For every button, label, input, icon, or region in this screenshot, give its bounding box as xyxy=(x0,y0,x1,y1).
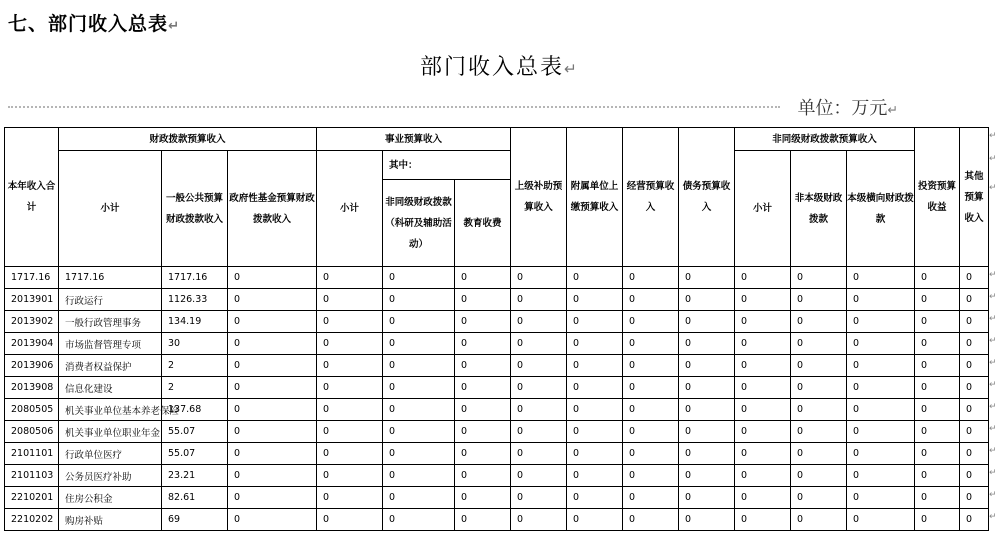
cell-value: 0 xyxy=(960,377,989,399)
paragraph-mark: ↵ xyxy=(989,335,997,346)
cell-value: 0 xyxy=(915,509,960,531)
section-heading: 七、部门收入总表↵ xyxy=(8,13,181,35)
cell-value: 0 xyxy=(915,333,960,355)
cell-value: 0 xyxy=(623,421,679,443)
cell-value: 0 xyxy=(383,311,455,333)
header-non-same-subtotal: 小计 xyxy=(735,151,791,267)
cell-value: 0 xyxy=(317,311,383,333)
cell-value: 0 xyxy=(679,377,735,399)
table-row xyxy=(5,289,989,311)
cell-value: 0 xyxy=(511,465,567,487)
cell-value: 0 xyxy=(567,355,623,377)
paragraph-mark: ↵ xyxy=(989,379,997,390)
cell-value: 0 xyxy=(567,267,623,289)
cell-value: 0 xyxy=(511,355,567,377)
cell-value: 0 xyxy=(791,465,847,487)
cell-value: 0 xyxy=(735,355,791,377)
header-operation: 经营预算收入 xyxy=(623,128,679,267)
cell-general-public: 55.07 xyxy=(162,421,228,443)
cell-value: 0 xyxy=(228,267,317,289)
table-row xyxy=(5,399,989,421)
cell-value: 0 xyxy=(791,399,847,421)
cell-value: 0 xyxy=(960,443,989,465)
cell-general-public: 134.19 xyxy=(162,311,228,333)
cell-value: 0 xyxy=(317,421,383,443)
cell-value: 0 xyxy=(735,421,791,443)
header-upper-subsidy: 上级补助预算收入 xyxy=(511,128,567,267)
cell-value: 0 xyxy=(791,509,847,531)
paragraph-mark: ↵ xyxy=(989,153,997,164)
cell-value: 0 xyxy=(455,399,511,421)
cell-value: 0 xyxy=(511,289,567,311)
cell-value: 0 xyxy=(960,465,989,487)
cell-value: 0 xyxy=(511,509,567,531)
header-subsidiary: 附属单位上缴预算收入 xyxy=(567,128,623,267)
cell-value: 0 xyxy=(623,377,679,399)
header-business-group: 事业预算收入 xyxy=(317,128,511,151)
cell-value: 0 xyxy=(455,267,511,289)
cell-value: 0 xyxy=(383,267,455,289)
header-business-subtotal: 小计 xyxy=(317,151,383,267)
cell-value: 0 xyxy=(511,443,567,465)
table-row xyxy=(5,487,989,509)
cell-value: 0 xyxy=(791,377,847,399)
cell-code: 2210202 xyxy=(5,509,59,531)
cell-general-public: 23.21 xyxy=(162,465,228,487)
cell-value: 0 xyxy=(847,289,915,311)
cell-name: 一般行政管理事务 xyxy=(59,311,162,333)
income-summary-table xyxy=(4,127,989,531)
cell-name: 机关事业单位职业年金 xyxy=(59,421,162,443)
cell-general-public: 69 xyxy=(162,509,228,531)
header-education-fee: 教育收费 xyxy=(455,180,511,267)
cell-value: 0 xyxy=(623,509,679,531)
cell-value: 0 xyxy=(960,355,989,377)
cell-value: 0 xyxy=(791,289,847,311)
cell-value: 0 xyxy=(317,377,383,399)
cell-value: 0 xyxy=(915,311,960,333)
cell-value: 0 xyxy=(847,443,915,465)
cell-value: 0 xyxy=(679,443,735,465)
cell-value: 0 xyxy=(567,421,623,443)
cell-value: 0 xyxy=(915,465,960,487)
cell-value: 0 xyxy=(383,509,455,531)
paragraph-mark: ↵ xyxy=(989,182,997,193)
cell-value: 0 xyxy=(915,377,960,399)
cell-general-public: 2 xyxy=(162,355,228,377)
cell-value: 0 xyxy=(317,289,383,311)
cell-value: 0 xyxy=(623,465,679,487)
cell-value: 0 xyxy=(455,355,511,377)
paragraph-mark: ↵ xyxy=(989,423,997,434)
table-row xyxy=(5,421,989,443)
cell-value: 0 xyxy=(567,377,623,399)
header-of-which: 其中： xyxy=(383,151,511,180)
cell-value: 0 xyxy=(915,443,960,465)
cell-value: 0 xyxy=(228,443,317,465)
header-fiscal-group: 财政拨款预算收入 xyxy=(59,128,317,151)
cell-value: 0 xyxy=(455,311,511,333)
header-investment: 投资预算收益 xyxy=(915,128,960,267)
cell-name: 住房公积金 xyxy=(59,487,162,509)
cell-value: 0 xyxy=(679,421,735,443)
header-general-public: 一般公共预算财政拨款收入 xyxy=(162,151,228,267)
cell-value: 0 xyxy=(567,399,623,421)
cell-value: 0 xyxy=(679,267,735,289)
unit-label: 单位：万元↵ xyxy=(797,98,898,119)
cell-value: 0 xyxy=(847,487,915,509)
cell-value: 0 xyxy=(317,465,383,487)
paragraph-mark: ↵ xyxy=(989,130,997,141)
cell-value: 0 xyxy=(735,267,791,289)
header-gov-fund: 政府性基金预算财政拨款收入 xyxy=(228,151,317,267)
table-row xyxy=(5,333,989,355)
header-same-horizontal: 本级横向财政拨款 xyxy=(847,151,915,267)
cell-code: 2013904 xyxy=(5,333,59,355)
cell-code: 1717.16 xyxy=(5,267,59,289)
cell-value: 0 xyxy=(228,311,317,333)
header-non-same-level: 非本级财政拨款 xyxy=(791,151,847,267)
cell-name: 行政单位医疗 xyxy=(59,443,162,465)
cell-value: 0 xyxy=(455,289,511,311)
header-other: 其他预算收入 xyxy=(960,128,989,267)
cell-value: 0 xyxy=(915,399,960,421)
cell-value: 0 xyxy=(455,333,511,355)
cell-value: 0 xyxy=(847,311,915,333)
cell-value: 0 xyxy=(623,443,679,465)
cell-value: 0 xyxy=(511,267,567,289)
cell-value: 0 xyxy=(679,487,735,509)
table-row xyxy=(5,311,989,333)
cell-value: 0 xyxy=(679,465,735,487)
cell-value: 0 xyxy=(847,267,915,289)
cell-value: 0 xyxy=(735,377,791,399)
cell-value: 0 xyxy=(383,421,455,443)
cell-general-public: 2 xyxy=(162,377,228,399)
paragraph-mark: ↵ xyxy=(989,489,997,500)
cell-value: 0 xyxy=(960,509,989,531)
cell-value: 0 xyxy=(847,421,915,443)
cell-value: 0 xyxy=(383,289,455,311)
cell-value: 0 xyxy=(791,311,847,333)
cell-general-public: 55.07 xyxy=(162,443,228,465)
cell-value: 0 xyxy=(383,355,455,377)
cell-value: 0 xyxy=(915,289,960,311)
cell-value: 0 xyxy=(735,509,791,531)
cell-code: 2101101 xyxy=(5,443,59,465)
cell-value: 0 xyxy=(623,487,679,509)
cell-value: 0 xyxy=(511,311,567,333)
cell-value: 0 xyxy=(567,443,623,465)
cell-value: 0 xyxy=(960,267,989,289)
cell-value: 0 xyxy=(511,377,567,399)
cell-value: 0 xyxy=(623,311,679,333)
paragraph-mark: ↵ xyxy=(989,291,997,302)
cell-value: 0 xyxy=(567,311,623,333)
cell-value: 0 xyxy=(960,487,989,509)
paragraph-mark: ↵ xyxy=(989,511,997,522)
table-row xyxy=(5,465,989,487)
cell-code: 2013902 xyxy=(5,311,59,333)
cell-value: 0 xyxy=(915,487,960,509)
cell-name: 信息化建设 xyxy=(59,377,162,399)
cell-general-public: 1717.16 xyxy=(162,267,228,289)
cell-code: 2101103 xyxy=(5,465,59,487)
table-row xyxy=(5,355,989,377)
cell-value: 0 xyxy=(623,333,679,355)
cell-value: 0 xyxy=(567,465,623,487)
cell-value: 0 xyxy=(791,443,847,465)
cell-value: 0 xyxy=(511,333,567,355)
cell-code: 2210201 xyxy=(5,487,59,509)
cell-value: 0 xyxy=(847,355,915,377)
cell-value: 0 xyxy=(455,443,511,465)
cell-value: 0 xyxy=(791,333,847,355)
cell-value: 0 xyxy=(915,267,960,289)
cell-value: 0 xyxy=(847,333,915,355)
cell-value: 0 xyxy=(735,289,791,311)
header-fiscal-subtotal: 小计 xyxy=(59,151,162,267)
cell-name: 消费者权益保护 xyxy=(59,355,162,377)
cell-value: 0 xyxy=(915,355,960,377)
cell-value: 0 xyxy=(228,289,317,311)
cell-name: 公务员医疗补助 xyxy=(59,465,162,487)
cell-value: 0 xyxy=(960,333,989,355)
cell-value: 0 xyxy=(383,399,455,421)
cell-value: 0 xyxy=(735,487,791,509)
cell-name: 行政运行 xyxy=(59,289,162,311)
cell-value: 0 xyxy=(567,487,623,509)
cell-code: 2080506 xyxy=(5,421,59,443)
paragraph-mark: ↵ xyxy=(989,445,997,456)
cell-value: 0 xyxy=(791,267,847,289)
cell-value: 0 xyxy=(960,289,989,311)
cell-value: 0 xyxy=(567,289,623,311)
table-row xyxy=(5,443,989,465)
cell-value: 0 xyxy=(679,509,735,531)
cell-value: 0 xyxy=(455,421,511,443)
cell-general-public: 1126.33 xyxy=(162,289,228,311)
cell-value: 0 xyxy=(847,377,915,399)
cell-general-public: 30 xyxy=(162,333,228,355)
paragraph-mark: ↵ xyxy=(989,467,997,478)
cell-general-public: 82.61 xyxy=(162,487,228,509)
cell-code: 2013906 xyxy=(5,355,59,377)
cell-value: 0 xyxy=(511,487,567,509)
cell-value: 0 xyxy=(679,355,735,377)
cell-value: 0 xyxy=(383,487,455,509)
cell-value: 0 xyxy=(623,355,679,377)
cell-value: 0 xyxy=(455,377,511,399)
cell-value: 0 xyxy=(228,487,317,509)
cell-value: 0 xyxy=(383,465,455,487)
cell-value: 0 xyxy=(317,399,383,421)
cell-value: 0 xyxy=(317,509,383,531)
cell-general-public: 137.68 xyxy=(162,399,228,421)
cell-value: 0 xyxy=(455,465,511,487)
header-non-fiscal-research: 非同级财政拨款（科研及辅助活动） xyxy=(383,180,455,267)
header-total: 本年收入合计 xyxy=(5,128,59,267)
cell-value: 0 xyxy=(960,311,989,333)
cell-name: 市场监督管理专项 xyxy=(59,333,162,355)
paragraph-mark: ↵ xyxy=(989,269,997,280)
cell-value: 0 xyxy=(735,443,791,465)
dotted-leader xyxy=(8,106,780,108)
cell-value: 0 xyxy=(567,333,623,355)
header-debt: 债务预算收入 xyxy=(679,128,735,267)
cell-value: 0 xyxy=(511,421,567,443)
cell-value: 0 xyxy=(735,399,791,421)
paragraph-mark: ↵ xyxy=(989,401,997,412)
cell-value: 0 xyxy=(228,355,317,377)
cell-value: 0 xyxy=(228,509,317,531)
cell-value: 0 xyxy=(735,333,791,355)
cell-value: 0 xyxy=(960,399,989,421)
cell-value: 0 xyxy=(317,443,383,465)
cell-value: 0 xyxy=(455,509,511,531)
cell-value: 0 xyxy=(228,421,317,443)
cell-value: 0 xyxy=(791,355,847,377)
cell-name: 购房补贴 xyxy=(59,509,162,531)
cell-value: 0 xyxy=(960,421,989,443)
header-non-same-group: 非同级财政拨款预算收入 xyxy=(735,128,915,151)
cell-value: 0 xyxy=(455,487,511,509)
cell-value: 0 xyxy=(623,267,679,289)
cell-value: 0 xyxy=(679,399,735,421)
cell-value: 0 xyxy=(623,399,679,421)
cell-value: 0 xyxy=(567,509,623,531)
cell-value: 0 xyxy=(735,311,791,333)
cell-value: 0 xyxy=(228,377,317,399)
cell-value: 0 xyxy=(623,289,679,311)
cell-value: 0 xyxy=(735,465,791,487)
cell-code: 2013901 xyxy=(5,289,59,311)
cell-value: 0 xyxy=(511,399,567,421)
cell-value: 0 xyxy=(847,399,915,421)
cell-name: 机关事业单位基本养老保险 xyxy=(59,399,162,421)
cell-value: 0 xyxy=(228,333,317,355)
cell-value: 0 xyxy=(383,333,455,355)
cell-code: 2013908 xyxy=(5,377,59,399)
cell-value: 0 xyxy=(679,289,735,311)
cell-value: 0 xyxy=(228,399,317,421)
cell-value: 0 xyxy=(317,267,383,289)
cell-value: 0 xyxy=(383,377,455,399)
paragraph-mark: ↵ xyxy=(989,313,997,324)
table-row xyxy=(5,377,989,399)
cell-value: 0 xyxy=(679,333,735,355)
cell-value: 0 xyxy=(915,421,960,443)
cell-value: 0 xyxy=(317,333,383,355)
unit-row xyxy=(8,94,898,118)
cell-value: 0 xyxy=(383,443,455,465)
table-row xyxy=(5,509,989,531)
paragraph-mark: ↵ xyxy=(989,357,997,368)
cell-value: 0 xyxy=(791,421,847,443)
cell-value: 0 xyxy=(228,465,317,487)
cell-value: 0 xyxy=(317,355,383,377)
cell-value: 0 xyxy=(317,487,383,509)
cell-code: 2080505 xyxy=(5,399,59,421)
cell-value: 0 xyxy=(791,487,847,509)
cell-value: 0 xyxy=(679,311,735,333)
table-row xyxy=(5,267,989,289)
cell-name: 1717.16 xyxy=(59,267,162,289)
cell-value: 0 xyxy=(847,465,915,487)
cell-value: 0 xyxy=(847,509,915,531)
page-title: 部门收入总表↵ xyxy=(420,55,579,80)
